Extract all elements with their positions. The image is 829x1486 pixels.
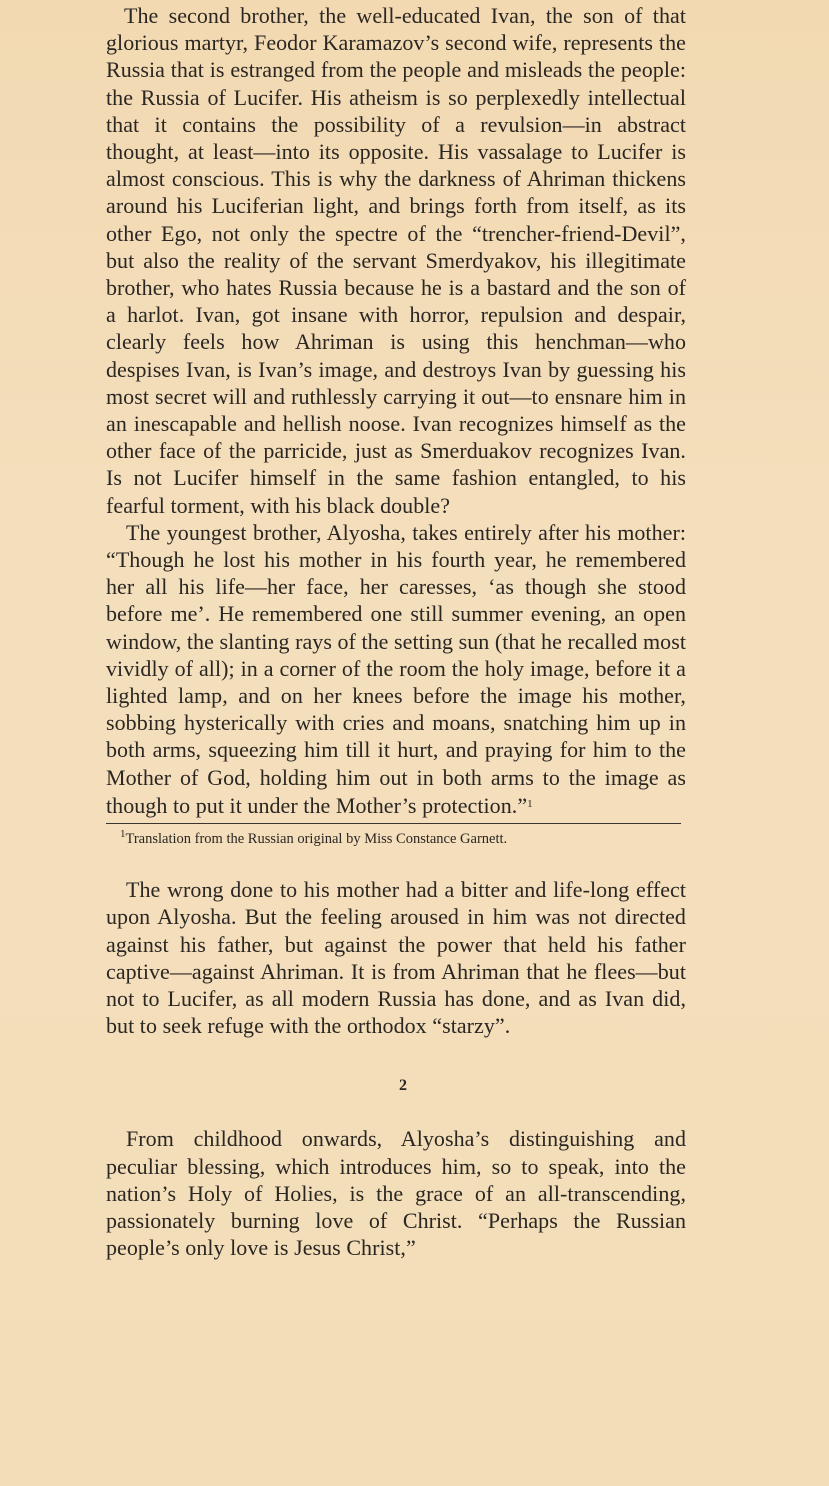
paragraph-wrong-done: The wrong done to his mother had a bitter and life-long effect upon Alyosha. But the feeling aroused in him was not directed against his father, but against the power that held his father captive—against Ahriman. It is from Ahriman that he flees—but not to Lucifer, as all modern Russia has done, and as Ivan did, but to seek refuge with the orthodox “starzy”. [106,877,686,1039]
paragraph-alyosha-mother-text: The youngest brother, Alyosha, takes entirely after his mother: “Though he lost his mother in his fourth year, he remembered her all his life—her face, her caresses, ‘as though she stood before me’. He remembered one still summer evening, an open window, the slanting rays of the setting sun (that he recalled most vividly of all); in a corner of the room the holy image, before it a lighted lamp, and on her knees before the image his mother, sobbing hysterically with cries and moans, snatching him up in both arms, squeezing him till it hurt, and praying for him to the Mother of God, holding him out in both arms to the image as though to put it under the Mother’s protection.” [106,519,686,818]
footnote-rule [106,823,681,824]
paragraph-ivan: The second brother, the well-educated Ivan, the son of that glorious martyr, Feodor Karamazov’s second wife, represents the Russia that is estranged from the people and misleads the people: the Russia of Lucifer. His atheism is so perplexedly intellectual that it contains the possibility of a revulsion—in abstract thought, at least—into its opposite. His vassalage to Lucifer is almost conscious. This is why the darkness of Ahriman thickens around his Luciferian light, and brings forth from itself, as its other Ego, not only the spectre of the “trencher-friend-Devil”, but also the reality of the servant Smerdyakov, his illegitimate brother, who hates Russia because he is a bastard and the son of a harlot. Ivan, got insane with horror, repulsion and despair, clearly feels how Ahriman is using this henchman—who despises Ivan, is Ivan’s image, and destroys Ivan by guessing his most secret will and ruthlessly carrying it out—to ensnare him in an inescapable and hellish noose. Ivan recognizes himself as the other face of the parricide, just as Smerduakov recognizes Ivan. Is not Lucifer himself in the same fashion entangled, to his fearful torment, with his black double? [106,3,686,518]
footnote-text: Translation from the Russian original by Miss Constance Garnett. [125,831,508,848]
footnote-mark: 1 [120,828,126,841]
footnote [106,825,686,848]
footnote-reference: 1 [527,797,533,810]
text-column [106,2,686,1261]
paragraph-alyosha-mother [106,519,686,819]
paragraph-love-of-christ: From childhood onwards, Alyosha’s distinguishing and peculiar blessing, which introduces him, so to speak, into the nation’s Holy of Holies, is the grace of an all-transcending, passionately burning love of Christ. “Perhaps the Russian people’s only love is Jesus Christ,” [106,1126,686,1261]
section-number: 2 [399,1077,407,1095]
